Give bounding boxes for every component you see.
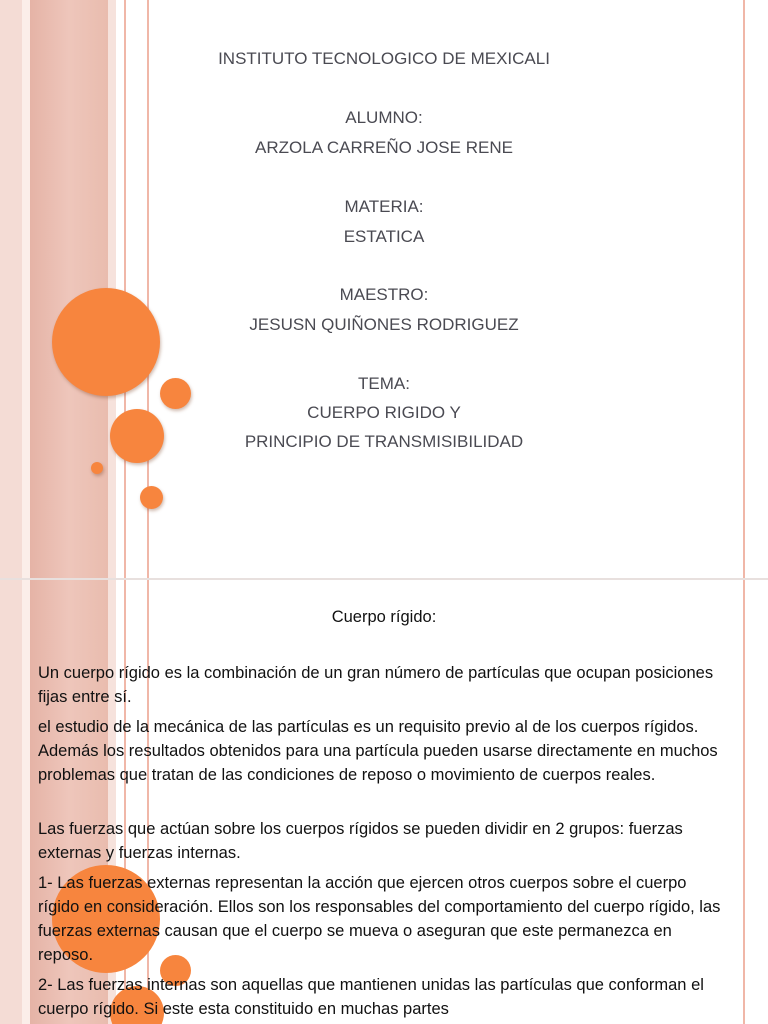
content-slide xyxy=(0,580,768,1024)
maestro-label: MAESTRO: xyxy=(339,285,429,304)
decor-circle xyxy=(91,462,103,474)
decor-band xyxy=(0,580,22,1024)
text-body xyxy=(38,661,728,1021)
decor-band xyxy=(22,580,30,1024)
paragraph-study: el estudio de la mecánica de las partículas es un requisito previo al de los cuerpos rígidos. Además los resultados obtenidos para una partícula pueden usarse directamente en muchos problemas que tratan de las condiciones de reposo o movimiento de cuerpos reales. xyxy=(38,718,718,784)
decor-circle xyxy=(140,486,163,509)
materia-label: MATERIA: xyxy=(344,197,424,216)
institute-name: INSTITUTO TECNOLOGICO DE MEXICALI xyxy=(218,49,550,68)
decor-line-right xyxy=(743,580,745,1024)
materia-name: ESTATICA xyxy=(343,227,425,246)
paragraph-internal-forces: 2- Las fuerzas internas son aquellas que mantienen unidas las partículas que conforman el cuerpo rígido. Si este esta constituido en muchas partes xyxy=(38,976,704,1018)
section-heading: Cuerpo rígido: xyxy=(331,608,437,626)
tema-line-1: CUERPO RIGIDO Y xyxy=(307,403,461,422)
tema-label: TEMA: xyxy=(358,374,410,393)
paragraph-external-forces: 1- Las fuerzas externas representan la acción que ejercen otros cuerpos sobre el cuerpo rígido en consideración. Ellos son los responsables del comportamiento del cuerpo rígido, las fuerzas externas causan que el cuerpo se mueva o aseguran que este permanezca en reposo. xyxy=(38,874,721,964)
maestro-name: JESUSN QUIÑONES RODRIGUEZ xyxy=(249,315,519,334)
tema-line-2: PRINCIPIO DE TRANSMISIBILIDAD xyxy=(244,432,524,451)
paragraph-definition: Un cuerpo rígido es la combinación de un gran número de partículas que ocupan posiciones fijas entre sí. xyxy=(38,664,714,706)
paragraph-forces: Las fuerzas que actúan sobre los cuerpos rígidos se pueden dividir en 2 grupos: fuerzas externas y fuerzas internas. xyxy=(38,820,683,862)
alumno-name: ARZOLA CARREÑO JOSE RENE xyxy=(255,138,513,157)
alumno-label: ALUMNO: xyxy=(345,108,423,127)
